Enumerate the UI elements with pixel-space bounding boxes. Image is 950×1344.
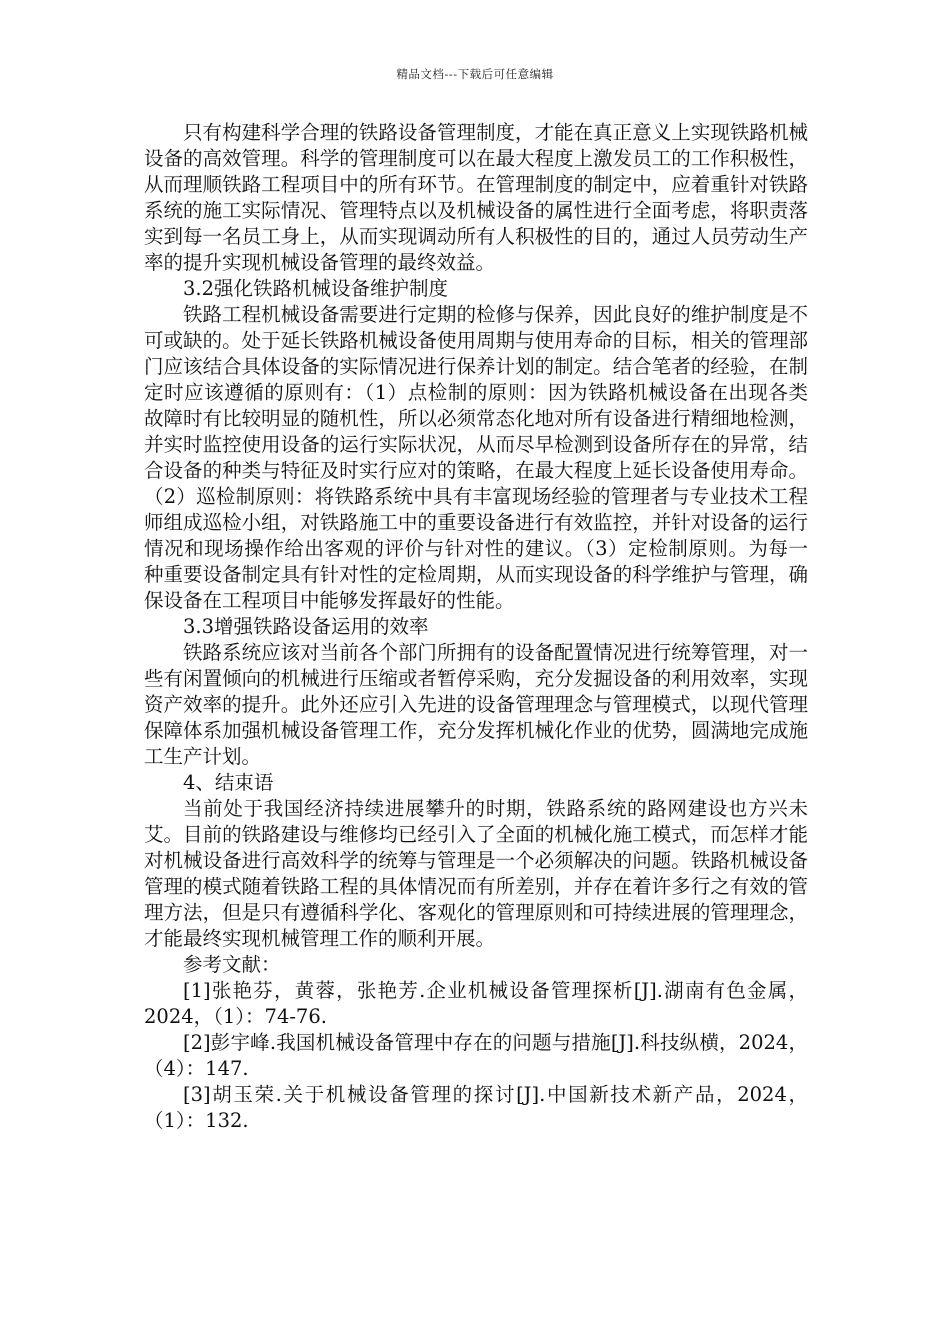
body-paragraph: 只有构建科学合理的铁路设备管理制度，才能在真正意义上实现铁路机械设备的高效管理。科学的管理制度可以在最大程度上激发员工的工作积极性，从而理顺铁路工程项目中的所有环节。在管理制度的制定中，应着重针对铁路系统的施工实际情况、管理特点以及机械设备的属性进行全面考虑，将职责落实到每一名员工身上，从而实现调动所有人积极性的目的，通过人员劳动生产率的提升实现机械设备管理的最终效益。	[144, 121, 808, 274]
body-paragraph: 当前处于我国经济持续进展攀升的时期，铁路系统的路网建设也方兴未艾。目前的铁路建设与维修均已经引入了全面的机械化施工模式，而怎样才能对机械设备进行高效科学的统筹与管理是一个必须解决的问题。铁路机械设备管理的模式随着铁路工程的具体情况而有所差别，并存在着许多行之有效的管理方法，但是只有遵循科学化、客观化的管理原则和可持续进展的管理理念，才能最终实现机械管理工作的顺利开展。	[144, 797, 808, 950]
section-heading: 3.2强化铁路机械设备维护制度	[183, 277, 449, 300]
reference-item: [3]胡玉荣.关于机械设备管理的探讨[J].中国新技术新产品，2024，（1）：132.	[144, 1083, 808, 1132]
reference-item: [1]张艳芬，黄蓉，张艳芳.企业机械设备管理探析[J].湖南有色金属，2024，（1）：74-76.	[144, 979, 808, 1028]
section-heading: 3.3增强铁路设备运用的效率	[183, 615, 429, 638]
body-paragraph: 铁路系统应该对当前各个部门所拥有的设备配置情况进行统筹管理，对一些有闲置倾向的机械进行压缩或者暂停采购，充分发掘设备的利用效率，实现资产效率的提升。此外还应引入先进的设备管理理念与管理模式，以现代管理保障体系加强机械设备管理工作，充分发挥机械化作业的优势，圆满地完成施工生产计划。	[144, 641, 808, 768]
references-heading: 参考文献：	[183, 953, 281, 976]
section-heading: 4、结束语	[183, 771, 274, 794]
page-header: 精品文档---下载后可任意编辑	[396, 67, 554, 81]
document-body	[144, 120, 808, 1134]
reference-item: [2]彭宇峰.我国机械设备管理中存在的问题与措施[J].科技纵横，2024，（4）：147.	[144, 1031, 808, 1080]
body-paragraph: 铁路工程机械设备需要进行定期的检修与保养，因此良好的维护制度是不可或缺的。处于延长铁路机械设备使用周期与使用寿命的目标，相关的管理部门应该结合具体设备的实际情况进行保养计划的制定。结合笔者的经验，在制定时应该遵循的原则有：（1）点检制的原则：因为铁路机械设备在出现各类故障时有比较明显的随机性，所以必须常态化地对所有设备进行精细地检测，并实时监控使用设备的运行实际状况，从而尽早检测到设备所存在的异常，结合设备的种类与特征及时实行应对的策略，在最大程度上延长设备使用寿命。（2）巡检制原则：将铁路系统中具有丰富现场经验的管理者与专业技术工程师组成巡检小组，对铁路施工中的重要设备进行有效监控，并针对设备的运行情况和现场操作给出客观的评价与针对性的建议。（3）定检制原则。为每一种重要设备制定具有针对性的定检周期，从而实现设备的科学维护与管理，确保设备在工程项目中能够发挥最好的性能。	[144, 303, 808, 612]
